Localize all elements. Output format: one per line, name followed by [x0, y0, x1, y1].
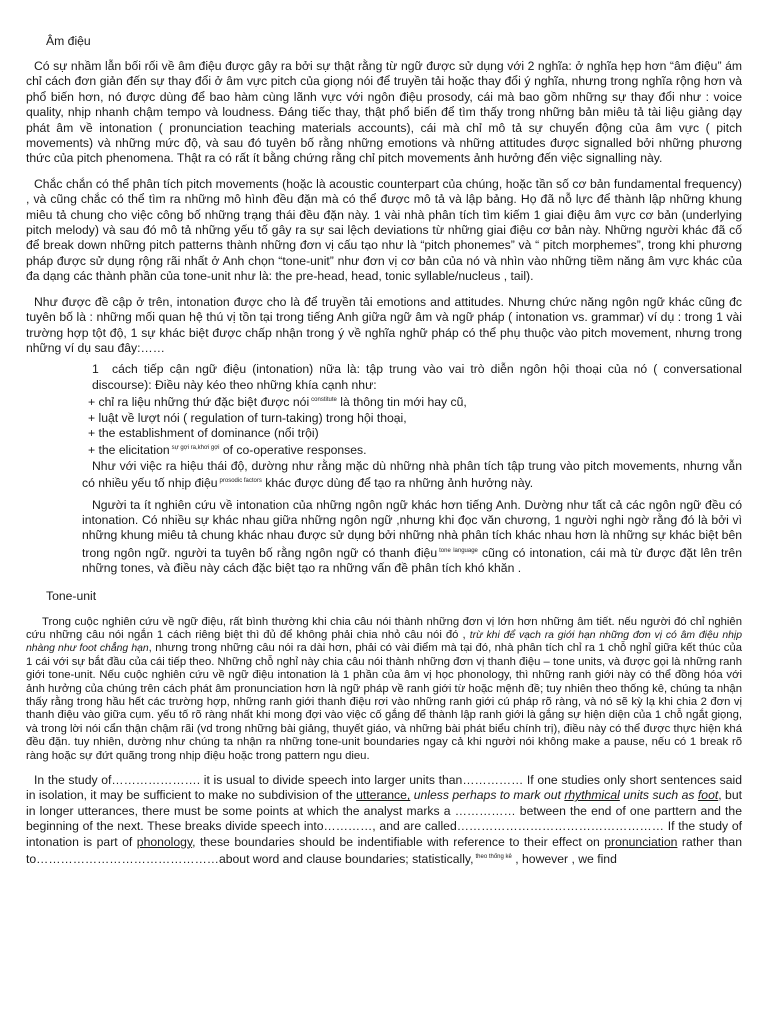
underlined-term: pronunciation: [604, 834, 678, 849]
sub-paragraph: [26, 459, 742, 492]
list-item: [92, 362, 742, 393]
bullet-item: [88, 441, 742, 458]
tone-unit-text-rest: , nhưng trong những câu nói ra dài hơn, phải có vài điểm mà tại đó, nhà phân tích chỉ ra 1 chỗ nghỉ giữa kết thúc của 1 cái với sự bắt đầu của cái tiếp theo. Những chỗ nghỉ này chia câu nói thành những đơn vị thanh điệu – tone units, và được gọi là những ranh giới tone-unit. Nếu cuộc nghiên cứu về ngữ điệu intonation là 1 phần của âm vị học phonology, thì những ranh giới này có thể đồng hóa với ảnh hưởng của chúng trên cách phát âm pronunciation hơn là ngữ pháp về ranh giới từ hoặc mệnh đề; tuy nhiên theo thống kê, chúng ta nhận thấy rằng trong hầu hết các trường hợp, những ranh giới thanh điệu rơi vào những ranh giới cú pháp rõ ràng, và nó sẽ kỳ lạ khi chia 2 đơn vị thanh điệu vào giữa cụm. yếu tố rõ ràng nhất khi mong đợi vào việc cố gắng để thành lập ranh giới là gắng sự hiện diện của 1 chỗ ngắt giọng, và trong lời nói cẩn thận chậm rãi (vd trong những bài giảng, thuyết giáo, và những bài phát biểu chính trị), điều này có thể được thực hiện khá đều đặn. tuy nhiên, dường như chúng ta nhận ra những tone-unit boundaries ngay cả khi người nói không make a pause, nếu có 1 break rõ ràng hoặc sự đứt quãng trong nhịp điệu hoặc trong pattern ngu dieu.: [26, 642, 743, 762]
tone-unit-text: Trong cuộc nghiên cứu về ngữ điệu, rất bình thường khi chia câu nói thành những đơn vị lớn hơn những âm tiết. nếu người đó chỉ nghiên cứu những câu nói ngắn 1 cách riêng biệt thì đủ để không phải chia nhỏ câu nói đó ,: [26, 615, 742, 641]
sub-paragraph-tail: khác được dùng để tạo ra những ảnh hưởng này.: [261, 476, 534, 491]
bullet-item: [88, 393, 742, 410]
annotation-note: sự gợi ra,khơi gợi: [171, 445, 220, 452]
bullet-text-tail: of co-operative responses.: [219, 443, 367, 458]
underlined-term: foot: [697, 788, 719, 803]
bullet-text: + the elicitation: [88, 443, 170, 458]
annotation-note: constitute: [311, 397, 337, 404]
annotation-note: theo thống kê: [475, 854, 512, 861]
exercise-text: , these boundaries should be indentifiable with reference to their effect on: [192, 834, 605, 849]
paragraph-1: Có sự nhầm lẫn bối rối về âm điệu được gây ra bởi sự thật rằng từ ngữ được sử dụng với 2 nghĩa: ở nghĩa hẹp hơn “âm điệu” ám chỉ cách đơn giản đến sự thay đổi ở âm vực pitch của giọng nói để truyền tải hoặc thay đổi ý nghĩa, nhưng trong nghĩa rộng hơn và phổ biến hơn, nó được dùng để bao hàm cùng lãnh vực với ngôn điệu prosody, cái mà bao gồm những sự thay đổi như : voice quality, nhịp nhanh chậm tempo và loudness. Đáng tiếc thay, thật phổ biến để tìm thấy trong những bản miêu tả tài liệu giảng dạy phát âm về intonation ( pronunciation teaching materials accounts), cái mà chỉ mô tả sự chuyển động của âm vực ( pitch movements) và những mức độ, và sau đó tuyên bố rằng những emotions và những attitudes được signalled bởi những phương thức của pitch phenomena. Thật ra có rất ít bằng chứng rằng chỉ pitch movements ảnh hưởng đến việc signalling này.: [26, 59, 742, 166]
bullet-text-tail: là thông tin mới hay cũ,: [336, 395, 467, 410]
paragraph-2: Chắc chắn có thể phân tích pitch movements (hoặc là acoustic counterpart của chúng, hoặc tần số cơ bản fundamental frequency) , và cũng chắc có thể tìm ra những mô hình đều đặn mà có thể được mô tả và lập bảng. Họ đã nỗ lực để thành lập những khung miêu tả chung cho việc công bố những trạng thái đều đặn này. 1 vài nhà phân tích tìm kiếm 1 giai điệu âm vực cơ bản (underlying pitch melody) và sau đó mô tả những yếu tố gây ra sự sai lệch deviations từ những giai điệu cơ bản này. Những người khác đã cố để break down những pitch patterns thành những đơn vị cấu tạo như là “pitch phonemes” và “ pitch morphemes”, trong khi phương pháp được sử dụng rộng rãi nhất ở Anh chọn “tone-unit” như đơn vị cơ bản của nó và nhìn vào những tiềm năng âm vực khác của đa dạng các thành phần của tone-unit như là: the pre-head, head, tonic syllable/nucleus , tail).: [26, 176, 742, 284]
bullet-item: + luật về lượt nói ( regulation of turn-taking) trong hội thoại,: [88, 410, 407, 425]
sub-paragraph: [26, 498, 742, 577]
underlined-term: phonology: [136, 834, 193, 849]
sub-paragraph-tail: cũng có intonation, cái mà từ được đặt lên trên những tones, và điều này cách đặc biệt tạo ra những vấn đề phân tích khó khăn .: [82, 545, 742, 576]
annotation-note: tone language: [439, 547, 478, 554]
sub-paragraph-text: Như với việc ra hiệu thái độ, dường như rằng mặc dù những nhà phân tích tập trung vào pitch movements, nhưng vẫn có nhiều yếu tố nhịp điệu: [82, 458, 742, 491]
bullet-item: + the establishment of dominance (nổi trội): [88, 425, 319, 440]
english-exercise-paragraph: [26, 773, 742, 867]
exercise-text: In the study of…………………. it is usual to divide speech into larger units than…………… If one studies only short sentences said in isolation, it may be sufficient to make no subdivision of the: [26, 773, 742, 803]
bullet-text: + chỉ ra liệu những thứ đặc biệt được nói: [88, 395, 310, 410]
exercise-text: rather than to………………………………………about word and clause boundaries; statistically,: [26, 834, 742, 867]
tone-unit-paragraph: [26, 616, 742, 763]
underlined-term: rhythmical: [564, 788, 620, 803]
italic-text: unless perhaps to mark out: [410, 788, 565, 803]
sub-paragraph-text: Người ta ít nghiên cứu về intonation của những ngôn ngữ khác hơn tiếng Anh. Dường như tất cả các ngôn ngữ đều có intonation. Có nhiều sự khác nhau giữa những ngôn ngữ ,nhưng khi đọc văn chương, 1 người nghi ngờ rằng đó là bởi vì những khung miêu tả chung khác nhau được sử dụng bởi những nhà phân tích khác nhau hơn là những sự khác biệt bên trong ngôn ngữ. người ta tuyên bố rằng ngôn ngữ có thanh điệu: [82, 497, 742, 560]
italic-text: units such as: [619, 788, 698, 803]
underlined-term: utterance,: [356, 788, 411, 803]
paragraph-3: Như được đề cập ở trên, intonation được cho là để truyền tải emotions and attitudes. Nhưng chức năng ngôn ngữ khác cũng đc tuyên bố là : những mối quan hệ thú vị tồn tại trong tiếng Anh giữa ngữ âm và ngữ pháp ( intonation vs. grammar) ví dụ : trong 1 vài trường hợp tột độ, 1 sự khác biệt được chấp nhận trong ý về nghĩa nghữ pháp có thể phụ thuộc vào pitch movement, nhưng trong những ví dụ sau đây:……: [26, 294, 742, 355]
exercise-text-tail: , however , we find: [511, 852, 617, 867]
annotation-note: prosodic factors: [219, 478, 262, 485]
exercise-text: , but in longer utterances, there must be some points at which the analyst marks a …………… between the end of one parttern and the beginning of the next. These breaks divide speech into…………, and are called…………………………………………… If the study of intonation is part of: [26, 788, 742, 849]
italic-aside: trừ khi để vạch ra giới hạn những đơn vị có âm điệu nhịp nhàng như foot chẳng hạn: [26, 630, 742, 655]
heading-am-dieu: Âm điệu: [46, 34, 91, 48]
list-number: 1: [92, 362, 99, 377]
numbered-list: [26, 362, 742, 458]
list-item-text: cách tiếp cận ngữ điệu (intonation) nữa là: tập trung vào vai trò diễn ngôn hội thoại của nó ( conversational discourse): Điều này kéo theo những khía cạnh như:: [92, 362, 742, 392]
heading-tone-unit: Tone-unit: [46, 588, 97, 603]
